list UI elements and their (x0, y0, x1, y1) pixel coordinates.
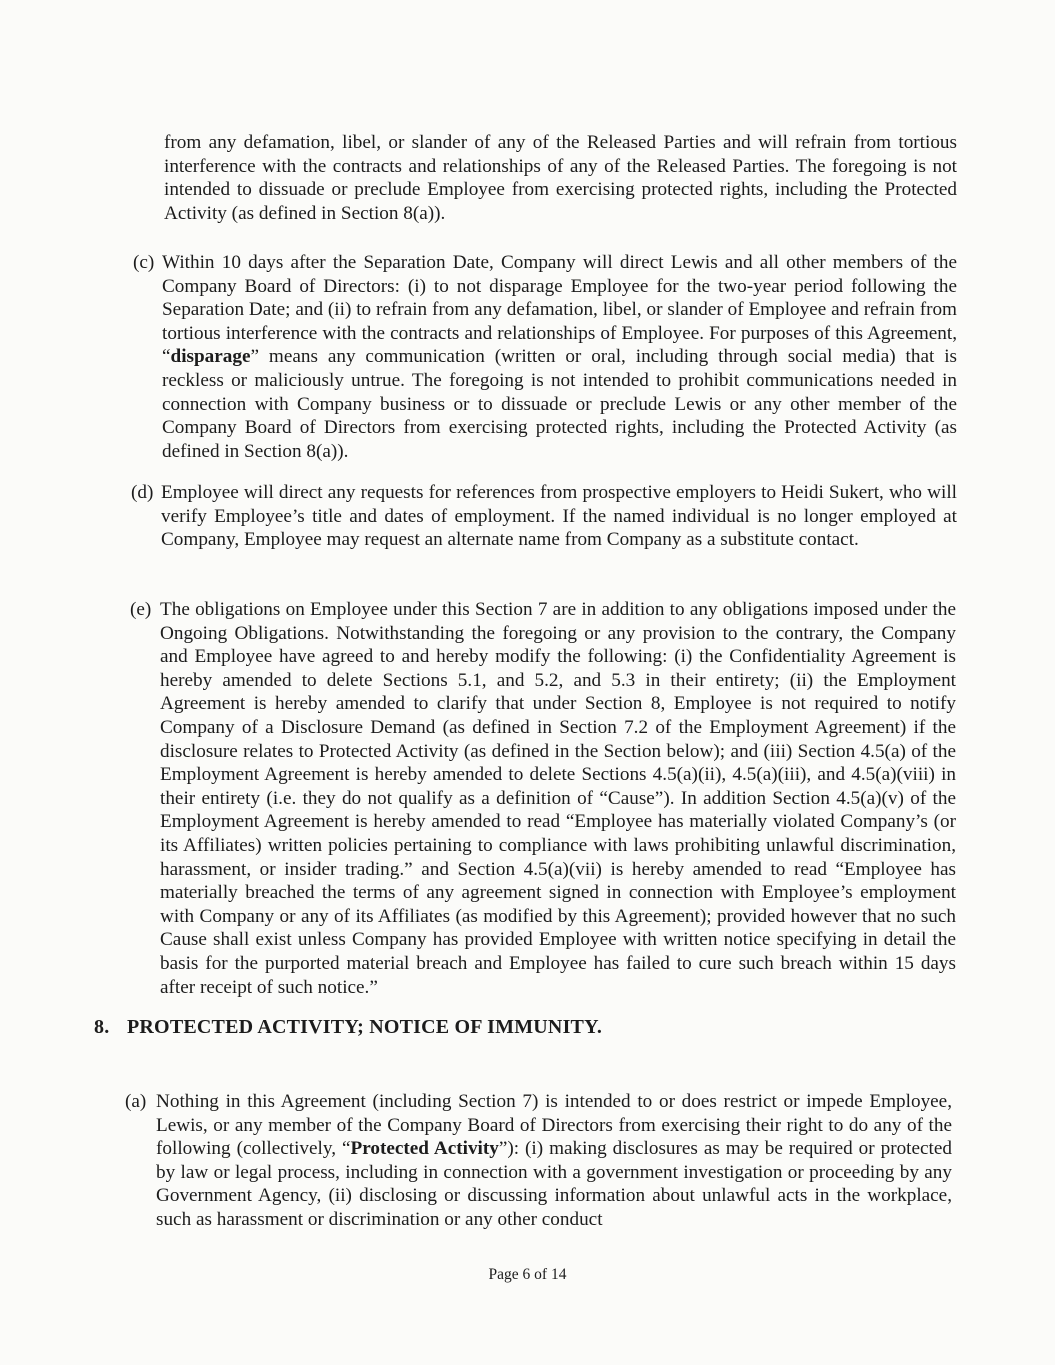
item-8a-text-before: Nothing in this Agreement (including Section 7) is intended to or does restrict or impede Employee, Lewis, or any member of the Company Board of Directors from exercising their right to do any of the following (collectively, “ (156, 1091, 952, 1160)
continued-paragraph: from any defamation, libel, or slander of any of the Released Parties and will refrain from tortious interference with the contracts and relationships of any of the Released Parties. The foregoing is not intended to dissuade or preclude Employee from exercising protected rights, including the Protected Activity (as defined in Section 8(a)). (164, 132, 957, 224)
item-e-text: The obligations on Employee under this Section 7 are in addition to any obligations imposed under the Ongoing Obligations. Notwithstanding the foregoing or any provision to the contrary, the Company and Employee have agreed to and hereby modify the following: (i) the Confidentiality Agreement is hereby amended to delete Sections 5.1, and 5.2, and 5.3 in their entirety; (ii) the Employment Agreement is hereby amended to clarify that under Section 8, Employee is not required to notify Company of a Disclosure Demand (as defined in Section 7.2 of the Employment Agreement) if the disclosure relates to Protected Activity (as defined in the Section below); and (iii) Section 4.5(a) of the Employment Agreement is hereby amended to delete Sections 4.5(a)(ii), 4.5(a)(iii), and 4.5(a)(viii) in their entirety (i.e. they do not qualify as a definition of “Cause”). In addition Section 4.5(a)(v) of the Employment Agreement is hereby amended to read “Employee has materially violated Company’s (or its Affiliates) written policies pertaining to compliance with laws prohibiting unlawful discrimination, harassment, or insider trading.” and Section 4.5(a)(vii) is hereby amended to read “Employee has materially breached the terms of any agreement signed in connection with Employee’s employment with Company or any of its Affiliates (as modified by this Agreement); provided however that no such Cause shall exist unless Company has provided Employee with written notice specifying in detail the basis for the purported material breach and Employee has failed to cure such breach within 15 days after receipt of such notice.” (160, 599, 956, 998)
section-8-title: PROTECTED ACTIVITY; NOTICE OF IMMUNITY. (127, 1016, 603, 1038)
item-8a-label: (a) (125, 1091, 147, 1112)
page-number-footer: Page 6 of 14 (488, 1266, 567, 1283)
item-8a-text (156, 1090, 952, 1232)
defined-term-disparage: disparage (170, 346, 251, 368)
item-d-text: Employee will direct any requests for references from prospective employers to Heidi Sukert, who will verify Employee’s title and dates of employment. If the named individual is no longer employed at Company, Employee may request an alternate name from Company as a substitute contact. (161, 482, 957, 551)
item-c-text-after: ” means any communication (written or oral, including through social media) that is reckless or maliciously untrue. The foregoing is not intended to prohibit communications needed in connection with Company business or to dissuade or preclude Lewis or any other member of the Company Board of Directors from exercising protected rights, including the Protected Activity (as defined in Section 8(a)). (162, 346, 957, 462)
defined-term-protected-activity: Protected Activity (350, 1138, 499, 1160)
item-c-text-before: Within 10 days after the Separation Date, Company will direct Lewis and all other members of the Company Board of Directors: (i) to not disparage Employee for the two-year period following the Separation Date; and (ii) to refrain from any defamation, libel, or slander of Employee and refrain from tortious interference with the contracts and relationships of Employee. For purposes of this Agreement, “ (162, 252, 957, 368)
section-8-number: 8. (94, 1016, 110, 1038)
section-8-heading (94, 1016, 602, 1039)
item-e-label: (e) (130, 599, 152, 620)
item-8a-text-after: ”): (i) making disclosures as may be required or protected by law or legal process, including in connection with a government investigation or proceeding by any Government Agency, (ii) disclosing or discussing information about unlawful acts in the workplace, such as harassment or discrimination or any other conduct (156, 1138, 952, 1230)
item-c-text (162, 251, 957, 463)
item-c-label: (c) (133, 252, 155, 273)
item-d-label: (d) (131, 482, 154, 503)
